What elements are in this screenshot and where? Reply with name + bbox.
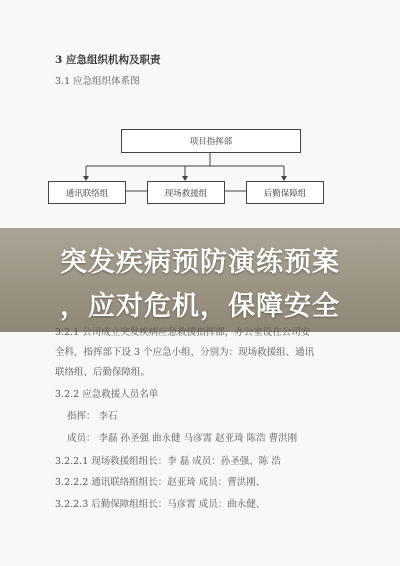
subsection-heading: 3.1 应急组织体系图 (55, 76, 140, 87)
banner-title-line-1: 突发疾病预防演练预案 (60, 247, 340, 278)
body-line: 3.2.2.1 现场救援组组长：李 磊 成员：孙圣强、陈 浩 (55, 456, 281, 467)
body-line: 成员： 李磊 孙圣强 曲永健 马彦霄 赵亚琦 陈浩 曹洪刚 (67, 433, 298, 444)
body-line: 指挥： 李石 (67, 411, 118, 422)
section-heading: 3 应急组织机构及职责 (55, 54, 161, 66)
body-line: 3.2.2.3 后勤保障组组长：马彦霄 成员：曲永健、 (55, 499, 266, 510)
body-line: 3.2.2.2 通讯联络组组长：赵亚琦 成员：曹洪刚、 (55, 477, 266, 488)
body-line: 联络组、后勤保障组。 (55, 367, 151, 378)
body-line: 3.2.2 应急救援人员名单 (55, 389, 159, 400)
org-box-logistics: 后勤保障组 (246, 181, 324, 204)
org-box-command: 项目指挥部 (121, 129, 301, 153)
banner-title-line-2: ，应对危机，保障安全 (60, 291, 340, 322)
org-box-rescue: 现场救援组 (147, 181, 225, 204)
body-line: 全科，指挥部下设 3 个应急小组，分别为：现场救援组、通讯 (55, 347, 315, 358)
org-box-communication: 通讯联络组 (48, 181, 126, 204)
body-line: 3.2.1 公司成立突发疾病应急救援指挥部，办公室设在公司安 (55, 327, 311, 338)
